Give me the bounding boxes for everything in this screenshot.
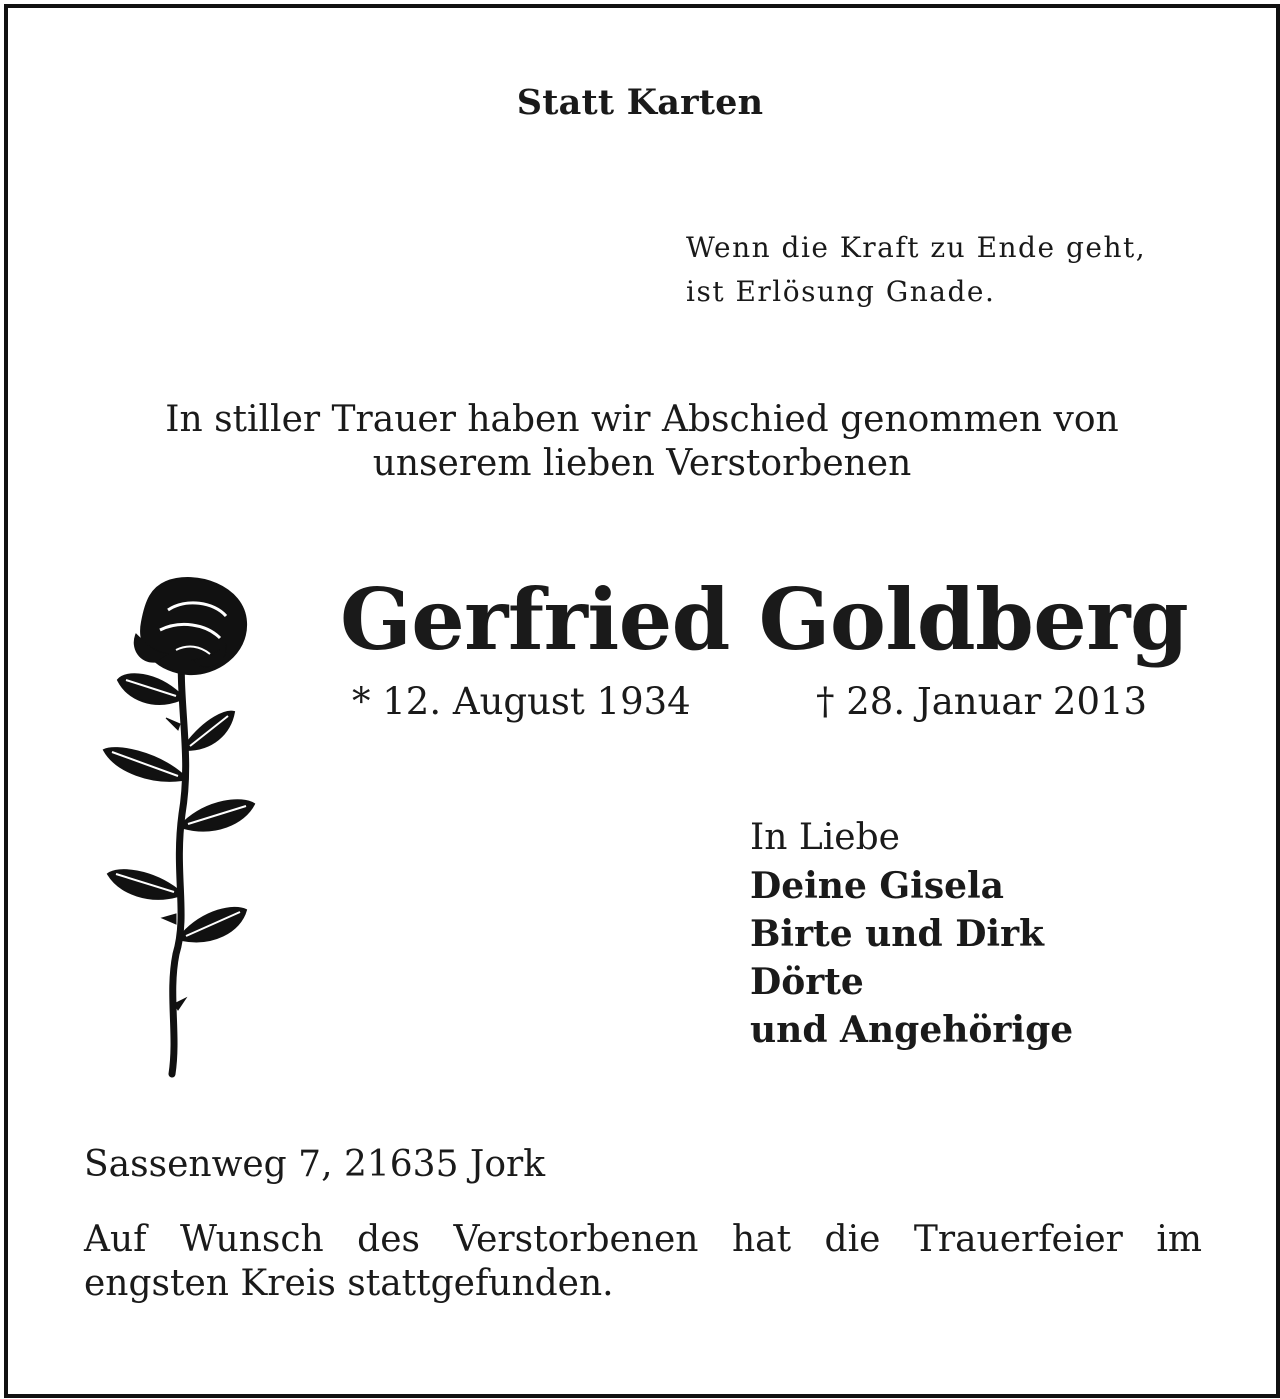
signer-name: Birte und Dirk [750, 913, 1044, 955]
signer-name: Deine Gisela [750, 865, 1005, 907]
motto-line-1: Wenn die Kraft zu Ende geht, [686, 231, 1147, 264]
motto-line-2: ist Erlösung Gnade. [686, 275, 996, 308]
birth-date: * 12. August 1934 [352, 680, 691, 723]
deceased-name: Gerfried Goldberg [340, 570, 1189, 669]
motto-quote [686, 226, 1146, 314]
intro-line-1: In stiller Trauer haben wir Abschied genommen von [165, 399, 1119, 440]
signers-block [750, 814, 1073, 1054]
signers-intro: In Liebe [750, 817, 900, 858]
death-date: † 28. Januar 2013 [816, 680, 1148, 723]
header-title: Statt Karten [516, 82, 764, 123]
family-address: Sassenweg 7, 21635 Jork [84, 1144, 546, 1185]
signer-name: Dörte [750, 961, 864, 1003]
intro-text [2, 398, 1280, 486]
intro-line-2: unserem lieben Verstorbenen [372, 443, 912, 484]
signer-name: und Angehörige [750, 1009, 1074, 1051]
funeral-note: Auf Wunsch des Verstorbenen hat die Trauerfeier im engsten Kreis stattgefunden. [84, 1219, 1202, 1304]
rose-icon [96, 574, 262, 1084]
